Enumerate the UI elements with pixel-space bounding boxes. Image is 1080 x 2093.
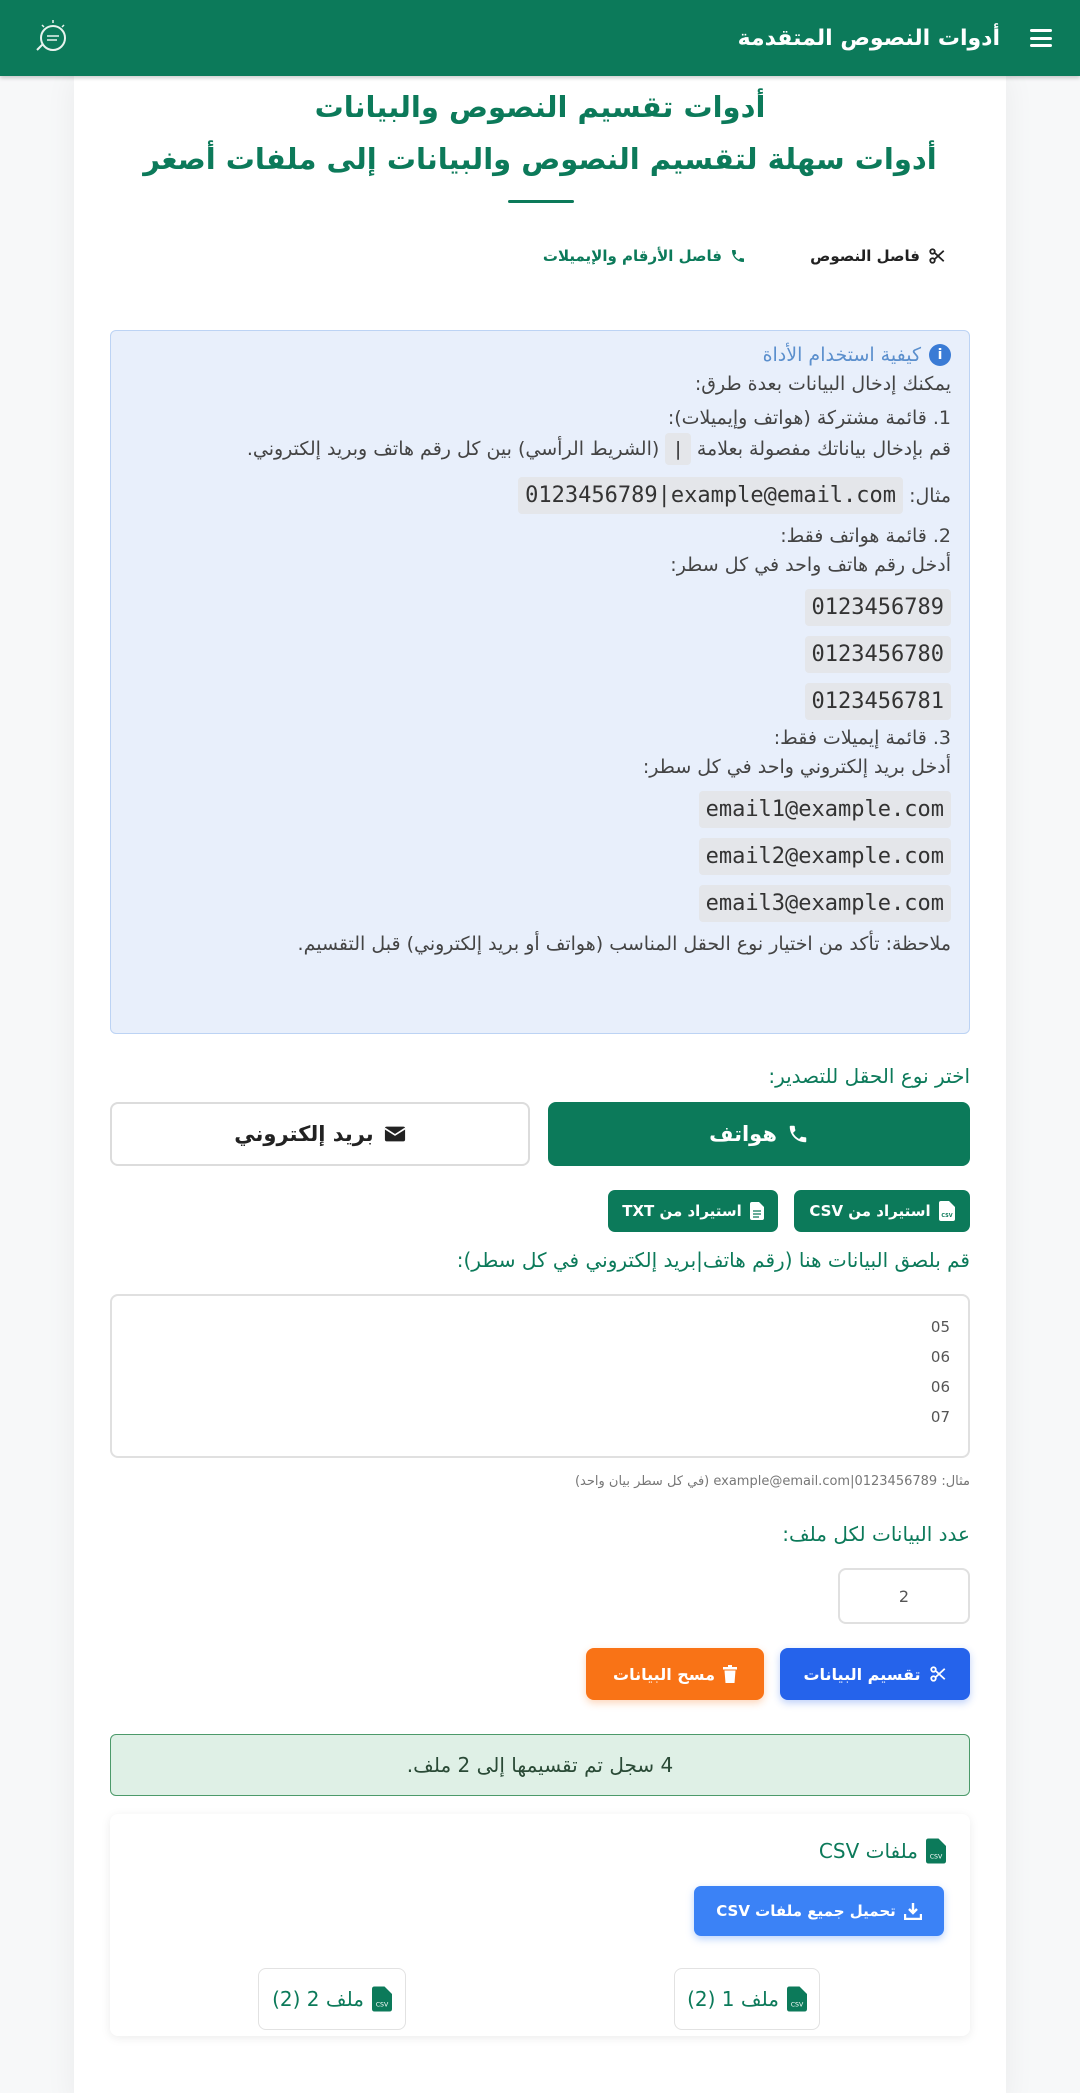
section3-desc: أدخل بريد إلكتروني واحد في كل سطر: — [642, 755, 951, 778]
usage-info-box — [110, 330, 970, 1034]
page-subtitle: أدوات سهلة لتقسيم النصوص والبيانات إلى ملفات أصغر — [143, 142, 937, 176]
scissors-icon — [929, 1665, 947, 1683]
svg-text:CSV: CSV — [375, 2001, 389, 2009]
title-divider — [508, 200, 574, 203]
csv-file-link[interactable]: CSV ملف 1 (2) — [674, 1968, 820, 2030]
example-line: مثال: 0123456789|example@email.com — [129, 477, 951, 514]
info-icon: i — [929, 344, 951, 366]
email-example: email3@example.com — [699, 885, 951, 922]
section2-desc: أدخل رقم هاتف واحد في كل سطر: — [670, 553, 951, 576]
csv-file-icon — [939, 1201, 955, 1221]
count-per-file-input[interactable]: 2 — [838, 1568, 970, 1624]
trash-icon — [723, 1665, 737, 1683]
info-intro: يمكنك إدخال البيانات بعدة طرق: — [694, 372, 951, 395]
main-card — [74, 76, 1006, 2093]
csv-files-card — [110, 1814, 970, 2036]
paste-data-label: قم بلصق البيانات هنا (رقم هاتف|بريد إلكتروني في كل سطر): — [456, 1248, 970, 1272]
csv-file-icon — [372, 1986, 392, 2012]
separator-code: | — [665, 433, 690, 466]
csv-file-icon — [787, 1986, 807, 2012]
phones-type-button[interactable]: هواتف — [548, 1102, 970, 1166]
page-title: أدوات تقسيم النصوص والبيانات — [314, 90, 766, 124]
section2-title: 2. قائمة هواتف فقط: — [780, 525, 951, 547]
phone-example: 0123456780 — [805, 636, 951, 673]
navbar-brand[interactable] — [738, 26, 1052, 51]
data-textarea[interactable] — [110, 1294, 970, 1458]
csv-file-link[interactable]: CSV ملف 2 (2) — [258, 1968, 406, 2030]
phone-example: 0123456781 — [805, 683, 951, 720]
input-hint: مثال: 0123456789|example@email.com (في كل سطر بيان واحد) — [574, 1474, 970, 1489]
email-example: email1@example.com — [699, 791, 951, 828]
textarea-line: 05 — [930, 1318, 950, 1336]
top-navbar — [0, 0, 1080, 76]
field-type-label: اختر نوع الحقل للتصدير: — [768, 1064, 970, 1088]
import-csv-button[interactable]: CSV استيراد من CSV — [794, 1190, 970, 1232]
info-note: ملاحظة: تأكد من اختيار نوع الحقل المناسب (هواتف أو بريد إلكتروني) قبل التقسيم. — [297, 933, 951, 955]
svg-text:CSV: CSV — [929, 1853, 943, 1861]
csv-files-title: CSV ملفات CSV — [819, 1838, 946, 1864]
download-icon — [904, 1902, 922, 1920]
phone-example: 0123456789 — [805, 589, 951, 626]
tab-numbers-emails-label: فاصل الأرقام والإيميلات — [542, 247, 722, 265]
info-title: i كيفية استخدام الأداة — [129, 341, 951, 370]
section3-title: 3. قائمة إيميلات فقط: — [773, 727, 951, 749]
section1-desc: قم بإدخال بياناتك مفصولة بعلامة | (الشريط الرأسي) بين كل رقم هاتف وبريد إلكتروني. — [129, 433, 951, 466]
section1-title: 1. قائمة مشتركة (هواتف وإيميلات): — [667, 407, 951, 429]
example-code: 0123456789|example@email.com — [518, 477, 903, 514]
import-txt-button[interactable]: استيراد من TXT — [608, 1190, 778, 1232]
phone-icon — [787, 1123, 809, 1145]
envelope-icon — [384, 1125, 406, 1143]
phone-icon — [730, 248, 746, 264]
app-title: أدوات النصوص المتقدمة — [737, 25, 1000, 51]
svg-text:CSV: CSV — [790, 2001, 804, 2009]
clear-data-button[interactable]: مسح البيانات — [586, 1648, 764, 1700]
tab-text-splitter[interactable] — [810, 228, 946, 284]
textarea-line: 06 — [930, 1348, 950, 1366]
email-type-button[interactable]: بريد إلكتروني — [110, 1102, 530, 1166]
split-data-button[interactable]: تقسيم البيانات — [780, 1648, 970, 1700]
tab-text-splitter-label: فاصل النصوص — [810, 247, 920, 265]
textarea-line: 06 — [930, 1378, 950, 1396]
svg-text:CSV: CSV — [941, 1213, 953, 1219]
scissors-icon — [928, 247, 946, 265]
hamburger-menu-icon[interactable] — [1030, 29, 1052, 47]
split-result-alert: 4 سجل تم تقسيمها إلى 2 ملف. — [110, 1734, 970, 1796]
logo-icon — [30, 15, 76, 61]
textarea-line: 07 — [930, 1408, 950, 1426]
csv-file-icon — [926, 1838, 946, 1864]
text-file-icon — [750, 1202, 764, 1220]
tab-numbers-emails-splitter[interactable] — [543, 228, 746, 284]
download-all-csv-button[interactable]: تحميل جميع ملفات CSV — [694, 1886, 944, 1936]
email-example: email2@example.com — [699, 838, 951, 875]
count-per-file-label: عدد البيانات لكل ملف: — [782, 1522, 970, 1546]
